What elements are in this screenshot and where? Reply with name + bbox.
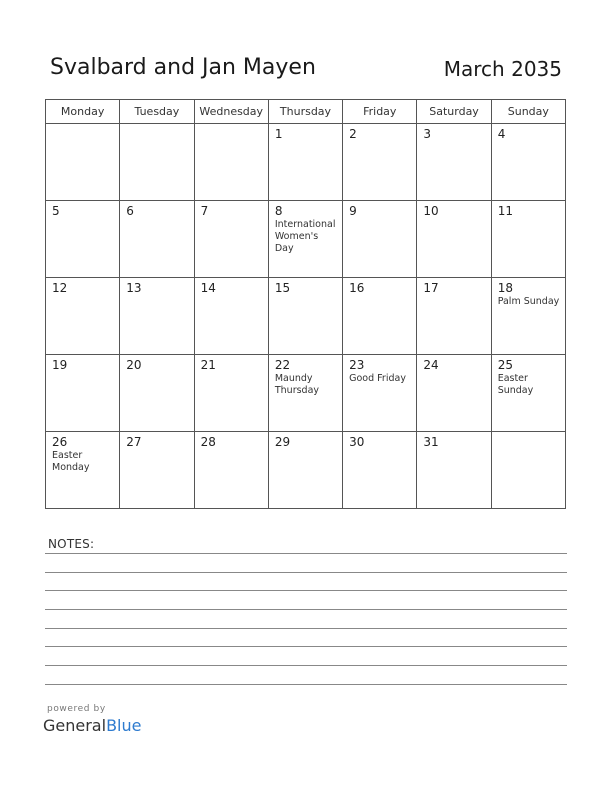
brand-logo[interactable] (43, 716, 141, 735)
notes-label: NOTES: (48, 537, 95, 551)
day-cell (343, 432, 417, 509)
day-cell (268, 355, 342, 432)
day-number: 22 (274, 358, 291, 372)
day-cell (491, 355, 565, 432)
weekday-header-row (46, 100, 566, 124)
day-cell (120, 355, 194, 432)
day-cell (417, 432, 491, 509)
day-number: 2 (349, 127, 357, 141)
day-cell (343, 278, 417, 355)
week-row (46, 124, 566, 201)
day-number: 17 (423, 281, 439, 295)
day-number: 6 (126, 204, 134, 218)
day-cell (491, 124, 565, 201)
holiday-label: Easter Sunday (497, 373, 534, 396)
day-cell (194, 124, 268, 201)
brand-logo-blue: Blue (106, 716, 142, 735)
day-number: 27 (126, 435, 142, 449)
weekday-header: Wednesday (194, 100, 268, 124)
day-number: 15 (274, 281, 291, 295)
day-number: 3 (423, 127, 432, 141)
country-title: Svalbard and Jan Mayen (50, 55, 316, 80)
day-number: 30 (349, 435, 365, 449)
note-line (45, 609, 567, 610)
brand-logo-general: General (43, 716, 107, 735)
day-cell (120, 432, 194, 509)
day-cell (491, 432, 565, 509)
day-cell (268, 124, 342, 201)
day-number: 23 (349, 358, 365, 372)
day-number: 31 (423, 435, 439, 449)
note-line (45, 665, 567, 666)
day-cell (46, 278, 120, 355)
day-number: 5 (52, 204, 60, 218)
day-cell (46, 124, 120, 201)
day-cell (268, 278, 342, 355)
weekday-header: Friday (343, 100, 417, 124)
powered-by-text: powered by (47, 704, 106, 714)
calendar-grid (45, 99, 566, 509)
day-number: 14 (200, 281, 216, 295)
day-number: 18 (497, 281, 513, 295)
weekday-header: Monday (46, 100, 120, 124)
weekday-header: Thursday (268, 100, 342, 124)
weekday-header: Sunday (491, 100, 565, 124)
weekday-header: Saturday (417, 100, 491, 124)
day-number: 1 (274, 127, 283, 141)
day-cell (343, 201, 417, 278)
day-number: 8 (274, 204, 283, 218)
day-cell (46, 432, 120, 509)
day-number: 10 (423, 204, 439, 218)
day-number: 29 (274, 435, 291, 449)
day-cell (268, 432, 342, 509)
day-number: 24 (423, 358, 439, 372)
day-number: 16 (349, 281, 365, 295)
day-cell (343, 355, 417, 432)
week-row (46, 432, 566, 509)
day-cell (194, 355, 268, 432)
day-cell (46, 355, 120, 432)
day-cell (46, 201, 120, 278)
note-line (45, 628, 567, 629)
holiday-label: Good Friday (349, 373, 406, 384)
day-cell (417, 278, 491, 355)
day-cell (343, 124, 417, 201)
day-number: 7 (200, 204, 209, 218)
day-number: 9 (349, 204, 357, 218)
day-number: 4 (497, 127, 506, 141)
day-cell (120, 201, 194, 278)
note-line (45, 684, 567, 685)
day-cell (194, 278, 268, 355)
day-cell (417, 355, 491, 432)
day-number: 26 (52, 435, 68, 449)
day-cell (491, 278, 565, 355)
week-row (46, 278, 566, 355)
week-row (46, 201, 566, 278)
day-number: 12 (52, 281, 68, 295)
day-cell (268, 201, 342, 278)
day-number: 19 (52, 358, 68, 372)
day-cell (491, 201, 565, 278)
weekday-header: Tuesday (120, 100, 194, 124)
day-cell (417, 124, 491, 201)
day-cell (120, 124, 194, 201)
day-number: 13 (126, 281, 142, 295)
day-cell (194, 201, 268, 278)
note-line (45, 590, 567, 591)
day-cell (194, 432, 268, 509)
holiday-label: Maundy Thursday (274, 373, 320, 396)
day-number: 20 (126, 358, 142, 372)
note-line (45, 646, 567, 647)
holiday-label: International Women's Day (274, 219, 336, 254)
day-cell (417, 201, 491, 278)
day-cell (120, 278, 194, 355)
holiday-label: Easter Monday (52, 450, 90, 473)
holiday-label: Palm Sunday (497, 296, 560, 307)
week-row (46, 355, 566, 432)
day-number: 28 (200, 435, 216, 449)
day-number: 11 (497, 204, 513, 218)
month-title: March 2035 (443, 57, 562, 81)
day-number: 21 (200, 358, 216, 372)
note-line (45, 553, 567, 554)
day-number: 25 (497, 358, 513, 372)
note-line (45, 572, 567, 573)
